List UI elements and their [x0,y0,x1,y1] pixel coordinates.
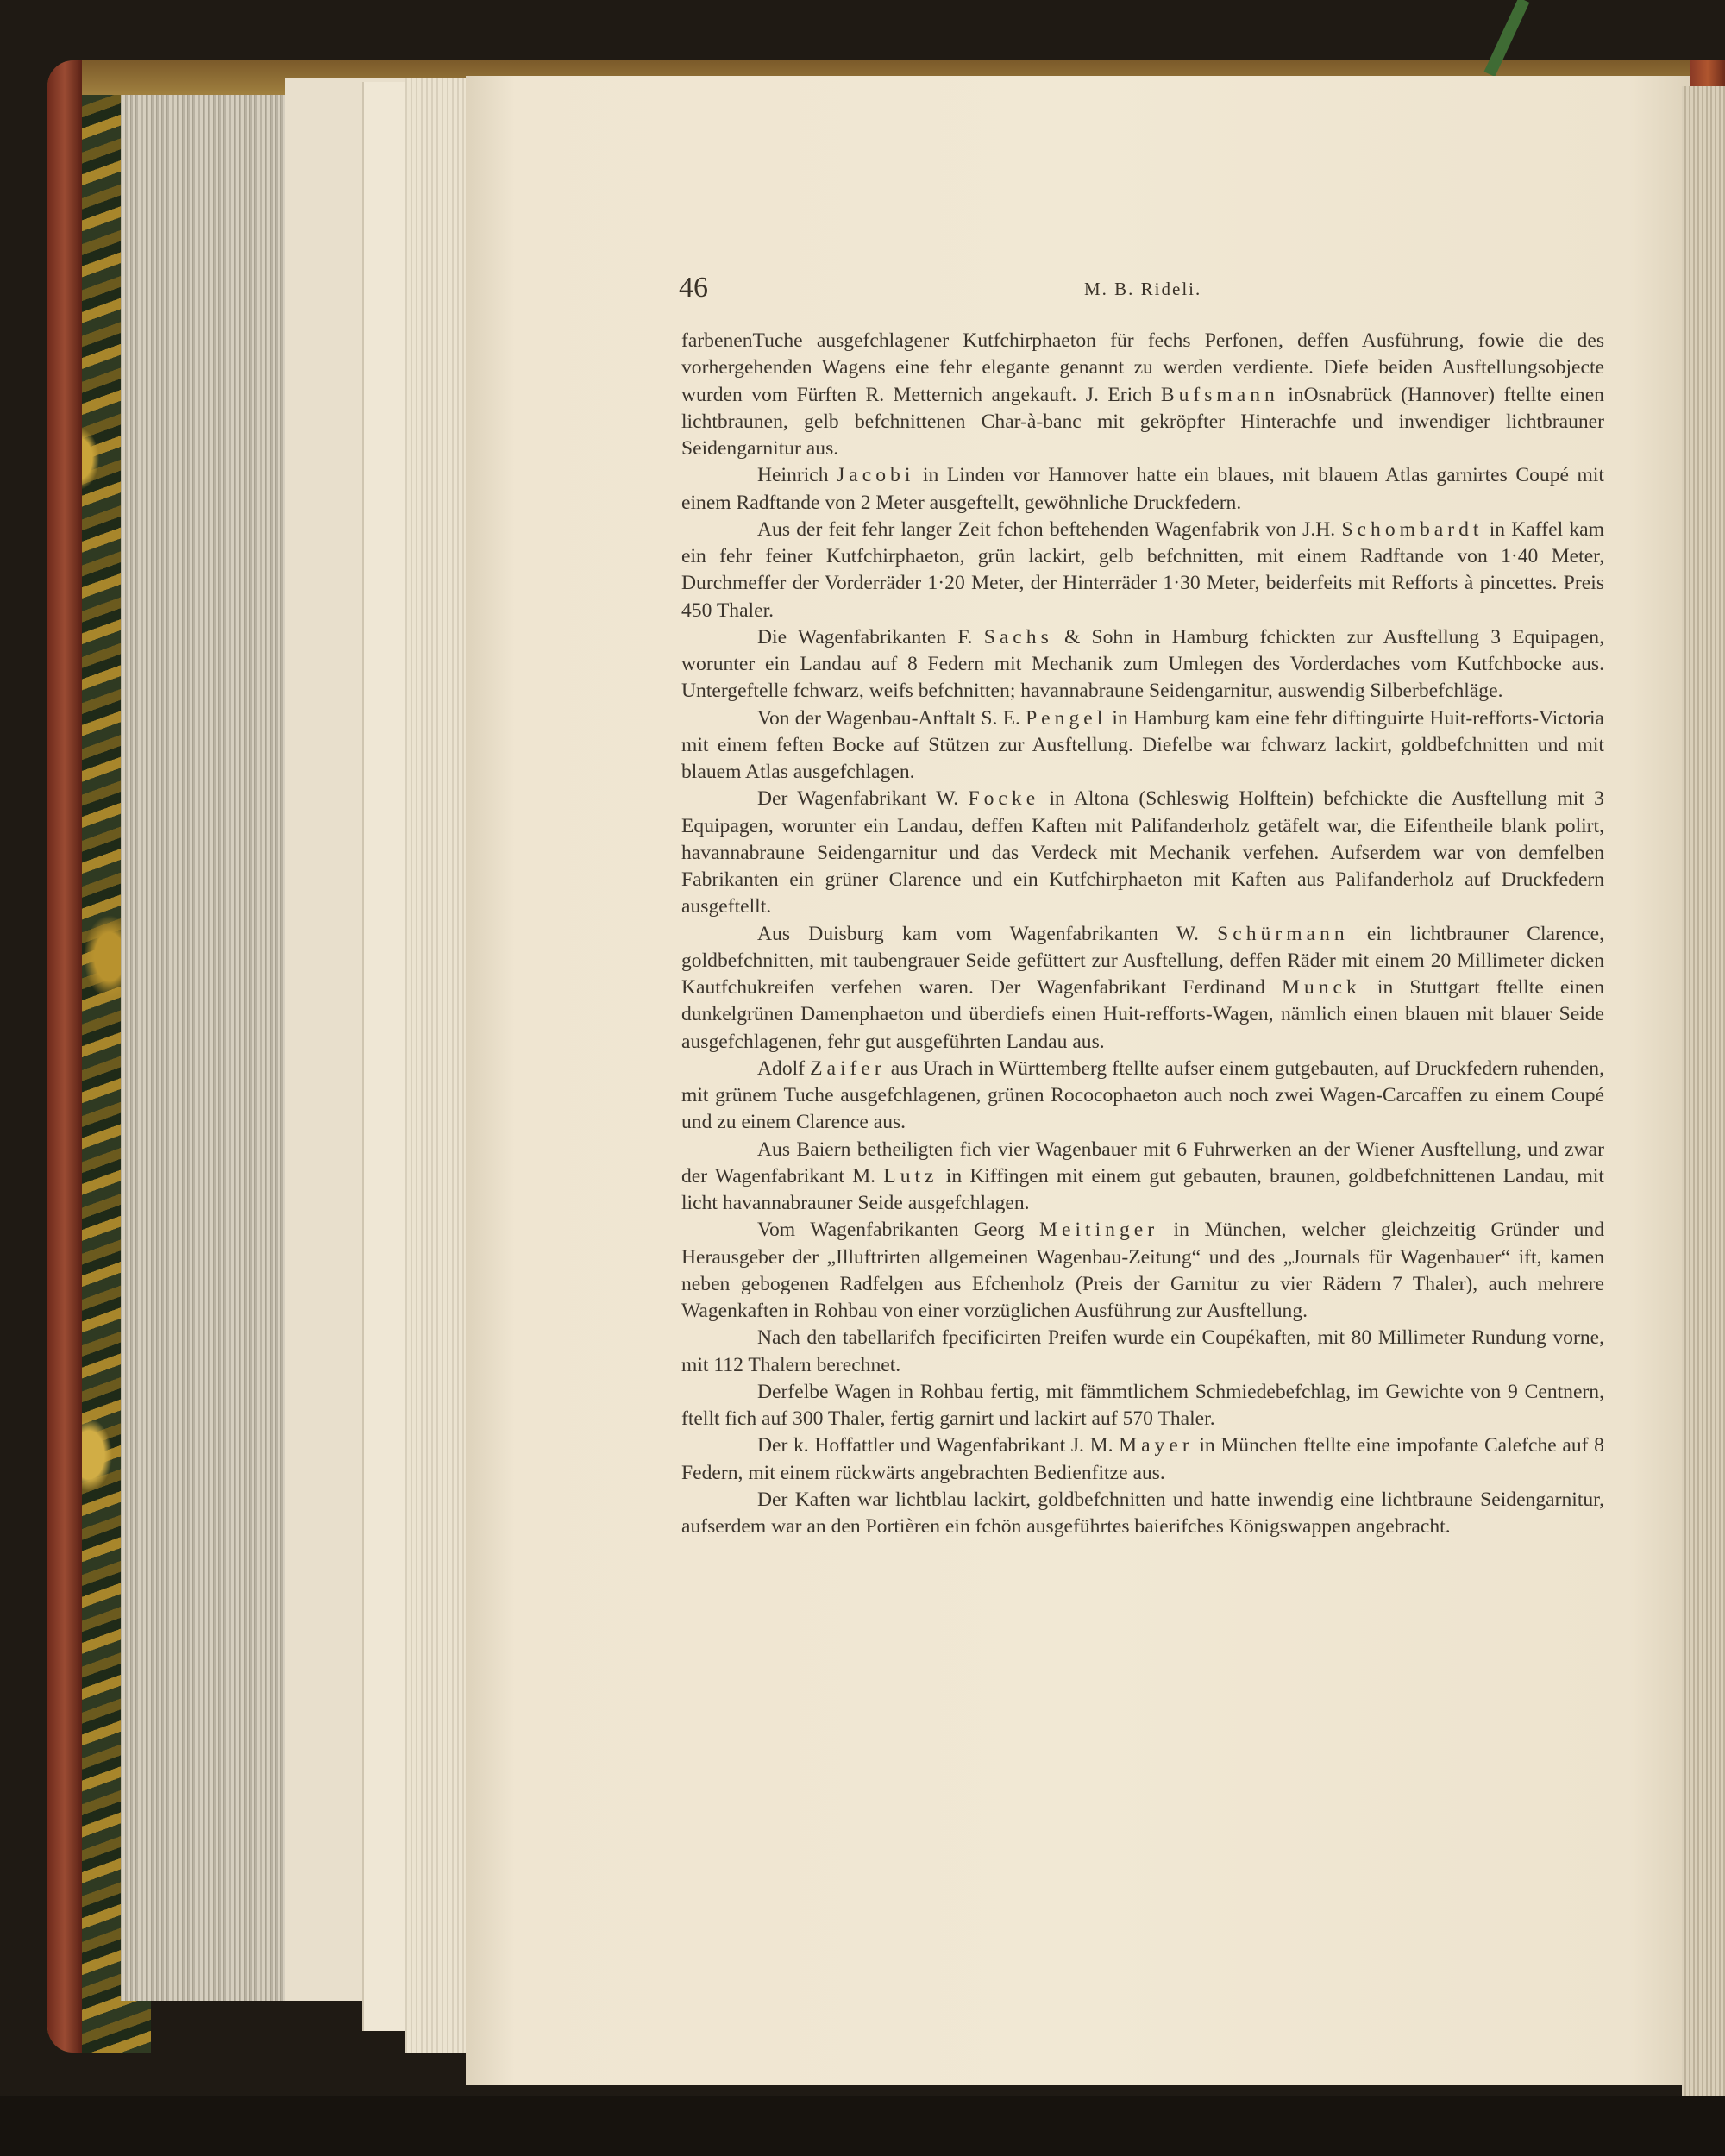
text-run: Nach den tabellarifch fpecificirten Preifen wurde ein Coupékaften, mit 80 Millimeter Rundung vorne, mit 112 Thalern berechnet. [681,1326,1604,1376]
paragraph [681,1325,1604,1379]
page-number: 46 [679,272,708,304]
text-run: ein lichtbrauner Clarence, goldbefchnitten, mit taubengrauer Seide gefüttert zur Ausftellung, deffen Räder mit einem 20 Millimeter dicken Kautfchukreifen verfehen waren. Der Wagenfabrikant Ferdinand [681,922,1604,999]
spaced-name: Meitinger [1039,1219,1159,1242]
text-run: in Linden vor Hannover hatte ein blaues, mit blauem Atlas garnirtes Coupé mit einem Radftande von 2 Meter ausgeftellt, gewöhnliche Druckfedern. [681,464,1604,514]
spaced-name: Mayer [1119,1434,1194,1457]
paragraph [681,517,1604,624]
background-shadow [0,2096,1725,2156]
paragraph [681,921,1604,1056]
paragraph [681,328,1604,462]
spaced-name: Schürmann [1217,922,1349,945]
text-run: Adolf [757,1056,811,1080]
text-run: Aus Baiern betheiligten fich vier Wagenbauer mit 6 Fuhrwerken an der Wiener Ausftellung, und zwar der Wagenfabrikant M. [681,1138,1604,1188]
text-run: & Sohn in Hamburg fchickten zur Ausftellung 3 Equipagen, worunter ein Landau auf 8 Federn mit Mechanik zum Umlegen des Vorderdaches vom Kutfchbocke aus. Untergeftelle fchwarz, weifs befchnitten; havannabraune Seidengarnitur, auswendig Silberbefchläge. [681,625,1604,703]
page-right-edge [1682,86,1725,2104]
text-run: farbenenTuche ausgefchlagener Kutfchirphaeton für fechs Perfonen, deffen Ausführung, fowie die des vorhergehenden Wagens eine fehr elegante genannt zu werden verdiente. Diefe beiden Ausftellungsobjecte wurden vom Fürften R. Metternich angekauft. J. Erich [681,329,1604,406]
paragraph [681,1487,1604,1541]
spaced-name: Zaifer [810,1056,886,1080]
spaced-name: Sachs [983,625,1053,649]
paragraph [681,1379,1604,1433]
text-run: Der Kaften war lichtblau lackirt, goldbefchnitten und hatte inwendig eine lichtbraune Seidengarnitur, aufserdem war an den Portièren ein fchön ausgeführtes baierifches Königswappen angebracht. [681,1488,1604,1538]
paragraph [681,1432,1604,1487]
text-run: Der k. Hoffattler und Wagenfabrikant J. M. [757,1434,1120,1457]
paragraph [681,624,1604,705]
page-block-edges [121,95,293,2001]
spaced-name: Pengel [1026,706,1107,730]
text-run: Vom Wagenfabrikanten Georg [757,1219,1040,1242]
spaced-name: Lutz [883,1164,938,1188]
spaced-name: Munck [1281,976,1361,999]
paragraph [681,462,1604,517]
text-run: in München ftellte eine impofante Calefche auf 8 Federn, mit einem rückwärts angebrachten Bedienfitze aus. [681,1434,1604,1484]
spaced-name: Schombardt [1341,517,1484,541]
paragraph [681,1217,1604,1325]
running-title: M. B. Rideli. [1084,279,1202,299]
text-run: in Kiffingen mit einem gut gebauten, braunen, goldbefchnittenen Landau, mit licht havannabrauner Seide ausgefchlagen. [681,1164,1604,1214]
page-stack [405,78,474,2053]
text-run: Aus der feit fehr langer Zeit fchon beftehenden Wagenfabrik von J.H. [757,517,1342,541]
text-run: in Kaffel kam ein fehr feiner Kutfchirphaeton, grün lackirt, gelb befchnitten, mit einem Radftande von 1·40 Meter, Durchmeffer der Vorderräder 1·20 Meter, der Hinterräder 1·30 Meter, beiderfeits mit Refforts à pincettes. Preis 450 Thaler. [681,517,1604,622]
book-spine-edge [47,60,82,2053]
text-run: Aus Duisburg kam vom Wagenfabrikanten W. [757,922,1218,945]
body-text [681,328,1604,1540]
text-run: Heinrich [757,464,837,487]
text-run: Von der Wagenbau-Anftalt S. E. [757,706,1026,730]
text-run: in Altona (Schleswig Holftein) befchickte die Ausftellung mit 3 Equipagen, worunter ein Landau, deffen Kaften mit Palifanderholz getäfelt war, die Eifentheile blank polirt, havannabraune Seidengarnitur und das Verdeck mit Mechanik verfehen. Aufserdem war von demfelben Fabrikanten ein grüner Clarence und ein Kutfchirphaeton mit Kaften aus Palifanderholz auf Druckfedern ausgeftellt. [681,787,1604,918]
spaced-name: Bufsmann [1160,383,1279,406]
paragraph [681,705,1604,787]
text-run: Die Wagenfabrikanten F. [757,625,984,649]
text-run: Derfelbe Wagen in Rohbau fertig, mit fämmtlichem Schmiedebefchlag, im Gewichte von 9 Centnern, ftellt fich auf 300 Thaler, fertig garnirt und lackirt auf 570 Thaler. [681,1380,1604,1430]
text-run: Der Wagenfabrikant W. [757,787,969,811]
spaced-name: Jacobi [837,464,915,487]
text-run: inOsnabrück (Hannover) ftellte einen lichtbraunen, gelb befchnittenen Char-à-banc mit gekröpfter Hinterachfe und inwendiger lichtbrauner Seidengarnitur aus. [681,383,1604,460]
text-run: in München, welcher gleichzeitig Gründer und Herausgeber der „Illuftrirten allgemeinen Wagenbau-Zeitung“ und des „Journals für Wagenbauer“ ift, kamen neben gebogenen Radfelgen aus Efchenholz (Preis der Garnitur zu vier Rädern 7 Thaler), auch mehrere Wagenkaften in Rohbau von einer vorzüglichen Ausführung zur Ausftellung. [681,1219,1605,1322]
text-run: aus Urach in Württemberg ftellte aufser einem gutgebauten, auf Druckfedern ruhenden, mit grünem Tuche ausgefchlagenen, grünen Rococophaeton auch noch zwei Wagen-Carcaffen zu einem Coupé und zu einem Clarence aus. [681,1056,1604,1134]
spaced-name: Focke [968,787,1040,811]
page-header [679,272,1602,306]
paragraph [681,786,1604,920]
paragraph [681,1137,1604,1218]
text-run: in Hamburg kam eine fehr diftinguirte Huit-refforts-Victoria mit einem feften Bocke auf Stützen zur Ausftellung. Diefelbe war fchwarz lackirt, goldbefchnitten und mit blauem Atlas ausgefchlagen. [681,706,1604,783]
paragraph [681,1056,1604,1137]
text-run: in Stuttgart ftellte einen dunkelgrünen Damenphaeton und überdiefs einen Huit-refforts-Wagen, nämlich einen blauen mit blauer Seide ausgefchlagenen, fehr gut ausgeführten Landau aus. [681,976,1604,1053]
